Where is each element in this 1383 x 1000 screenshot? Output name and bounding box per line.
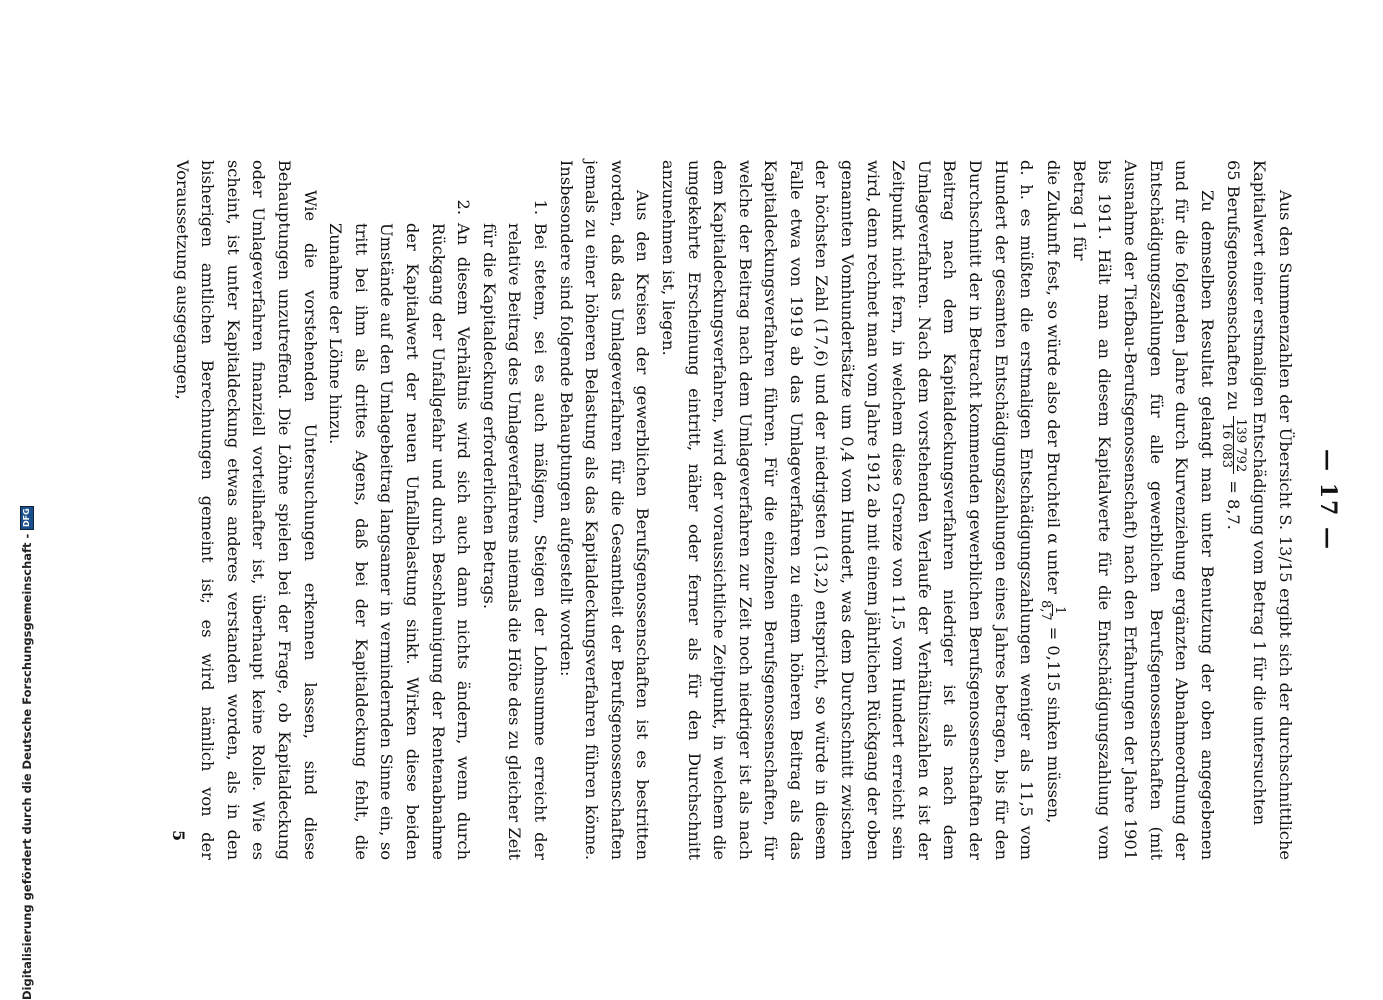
list-item-number: 1. [530,199,550,215]
page-number: — 17 — [1315,449,1341,551]
formula-2-prefix: die Zukunft fest, so würde also der Bruchteil α unter [1043,160,1063,594]
formula-1 [1220,160,1247,860]
digitization-footer [18,0,36,1000]
formula-2-denominator: 8,7 [1038,599,1054,621]
list-item-text: Bei stetem, sei es auch mäßigem, Steigen der Lohnsumme erreicht der relative Beitrag des Umlageverfahrens niemals die Höhe des zu gleicher Zeit für die Kapitaldeckung erforderlichen Betrags. [479,223,550,860]
signature-mark: 5 [169,830,188,842]
list-item-text: An diesem Verhältnis wird sich auch dann nichts ändern, wenn durch Rückgang der Unfallgefahr und durch Beschleunigung der Rentenabnahme der Kapitalwert der neuen Unfallbelastung sinkt. Wirken diese beiden Umstände auf den Umlagebeitrag langsamer in vermindernden Sinne ein, so tritt bei ihm als drittes Agens, daß bei der Kapitaldeckung fehlt, die Zunahme der Löhne hinzu. [326,223,474,860]
formula-2-suffix: = 0,115 sinken müssen, [1043,626,1063,824]
paragraph-2: Zu demselben Resultat gelangt man unter Benutzung der oben angegebenen und für die folgenden Jahre durch Kurvenziehung ergänzten Abnahmeordnung der Entschädigungszahlungen für alle gewerblichen Berufsgenossenschaften (mit Ausnahme der Tiefbau-Berufsgenossenschaft) nach den Erfahrungen der Jahre 1901 bis 1911. Hält man an diesem Kapitalwerte für die Entschädigungszahlung vom Betrag 1 für [1069,160,1217,860]
formula-1-fraction [1220,416,1247,474]
paragraph-5: Wie die vorstehenden Untersuchungen erkennen lassen, sind diese Behauptungen unzutreffend. Die Löhne spielen bei der Frage, ob Kapitaldeckung oder Umlageverfahren finanziell vorteilhafter ist, überhaupt keine Rolle. Wie es scheint, ist unter Kapitaldeckung etwas anderes verstanden worden, als in den bisherigen amtlichen Berechnungen gemeint ist; es wird nämlich von der Voraussetzung ausgegangen, [172,160,320,860]
formula-1-suffix: = 8,7. [1224,480,1244,530]
list-item [323,160,477,860]
paragraph-4: Aus den Kreisen der gewerblichen Berufsgenossenschaften ist es bestritten worden, daß das Umlageverfahren für die Gesamtheit der Berufsgenossenschaften jemals zu einer höheren Belastung als das Kapitaldeckungsverfahren führen könne. Insbesondere sind folgende Behauptungen aufgestellt worden: [556,160,653,860]
footer-text: Digitalisierung gefördert durch die Deutsche Forschungsgemeinschaft - [20,533,34,1000]
list-item [476,160,553,860]
list-item-number: 2. [454,199,474,215]
body-text [169,160,1298,860]
formula-1-numerator: 139 792 [1232,418,1248,473]
dfg-logo-icon: DFG [20,506,34,530]
formula-2-fraction [1039,600,1066,621]
formula-1-denominator: 16 083 [1218,422,1234,469]
formula-1-prefix: 65 Berufsgenossenschaften zu [1224,160,1244,411]
paragraph-3: d. h. es müßten die erstmaligen Entschädigungszahlungen weniger als 11,5 vom Hundert der gesamten Entschädigungszahlungen eines Jahres betragen, bis für den Durchschnitt der in Betracht kommenden gewerblichen Berufsgenossenschaften der Beitrag nach dem Kapitaldeckungsverfahren niedriger ist als nach dem Umlageverfahren. Nach dem vorstehenden Verlaufe der Verhältniszahlen α ist der Zeitpunkt nicht fern, in welchem diese Grenze von 11,5 vom Hundert erreicht sein wird, denn rechnet man vom Jahre 1912 ab mit einem jährlichen Rückgang der oben genannten Vomhundertsätze um 0,4 vom Hundert, was dem Durchschnitt zwischen der höchsten Zahl (17,6) und der niedrigsten (13,2) entspricht, so würde in diesem Falle etwa von 1919 ab das Umlageverfahren zu einem höheren Beitrag als das Kapitaldeckungsverfahren führen. Für die einzelnen Berufsgenossenschaften, für welche der Beitrag nach dem Umlageverfahren zur Zeit noch niedriger ist als nach dem Kapitaldeckungsverfahren, wird der voraussichtliche Zeitpunkt, in welchem die umgekehrte Erscheinung eintritt, näher oder ferner als für den Durchschnitt anzunehmen ist, liegen. [658,160,1037,860]
formula-2 [1039,160,1066,860]
paragraph-1: Aus den Summenzahlen der Übersicht S. 13/15 ergibt sich der durchschnittliche Kapitalwert einer erstmaligen Entschädigung vom Betrag 1 für die untersuchten [1250,160,1295,860]
formula-2-numerator: 1 [1052,606,1068,615]
